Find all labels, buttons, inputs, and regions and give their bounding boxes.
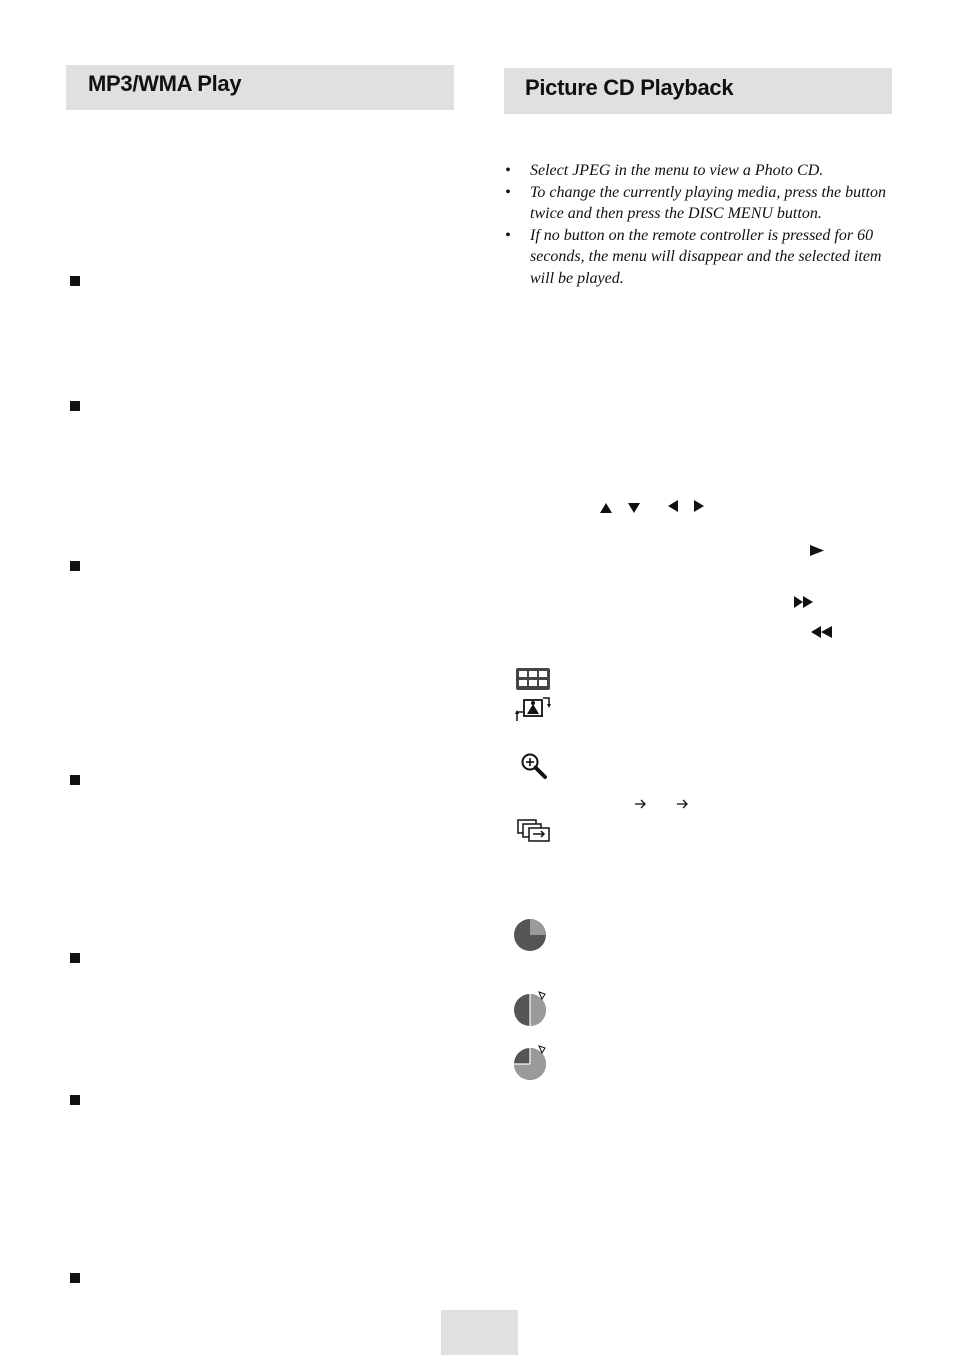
arrow-right-icon <box>634 798 647 810</box>
rewind-icon <box>809 625 834 639</box>
slide-show-icon <box>517 819 551 843</box>
note-text: To change the currently playing media, press the button twice and then press the DISC MENU button. <box>530 183 886 222</box>
bullet-dot: • <box>505 226 511 244</box>
section-bullet-7 <box>70 1273 80 1283</box>
page-number-box <box>441 1310 518 1355</box>
note-text: Select JPEG in the menu to view a Photo CD. <box>530 162 824 179</box>
play-icon <box>809 544 825 557</box>
fast-forward-icon <box>793 595 815 609</box>
arrow-right-icon <box>676 798 689 810</box>
right-section-title: Picture CD Playback <box>525 75 734 100</box>
note-item <box>505 182 890 225</box>
section-bullet-2 <box>70 401 80 411</box>
rotate-icon <box>515 696 551 722</box>
notes-list <box>505 160 890 289</box>
up-arrow-icon <box>599 502 613 514</box>
section-bullet-4 <box>70 775 80 785</box>
right-arrow-icon <box>693 499 705 513</box>
normal-speed-icon <box>513 991 549 1027</box>
bullet-dot: • <box>505 183 511 201</box>
section-bullet-5 <box>70 953 80 963</box>
down-arrow-icon <box>627 502 641 514</box>
note-item <box>505 160 890 182</box>
section-bullet-3 <box>70 561 80 571</box>
section-bullet-6 <box>70 1095 80 1105</box>
fast-speed-icon <box>513 1045 549 1081</box>
note-text: If no button on the remote controller is pressed for 60 seconds, the menu will disappear and the selected item will be played. <box>530 226 882 287</box>
left-arrow-icon <box>667 499 679 513</box>
slow-speed-icon <box>513 918 547 952</box>
thumbnail-grid-icon <box>516 668 550 690</box>
section-bullet-1 <box>70 276 80 286</box>
zoom-icon <box>520 752 548 780</box>
note-item <box>505 225 890 290</box>
left-section-title: MP3/WMA Play <box>88 71 242 96</box>
bullet-dot: • <box>505 162 511 179</box>
